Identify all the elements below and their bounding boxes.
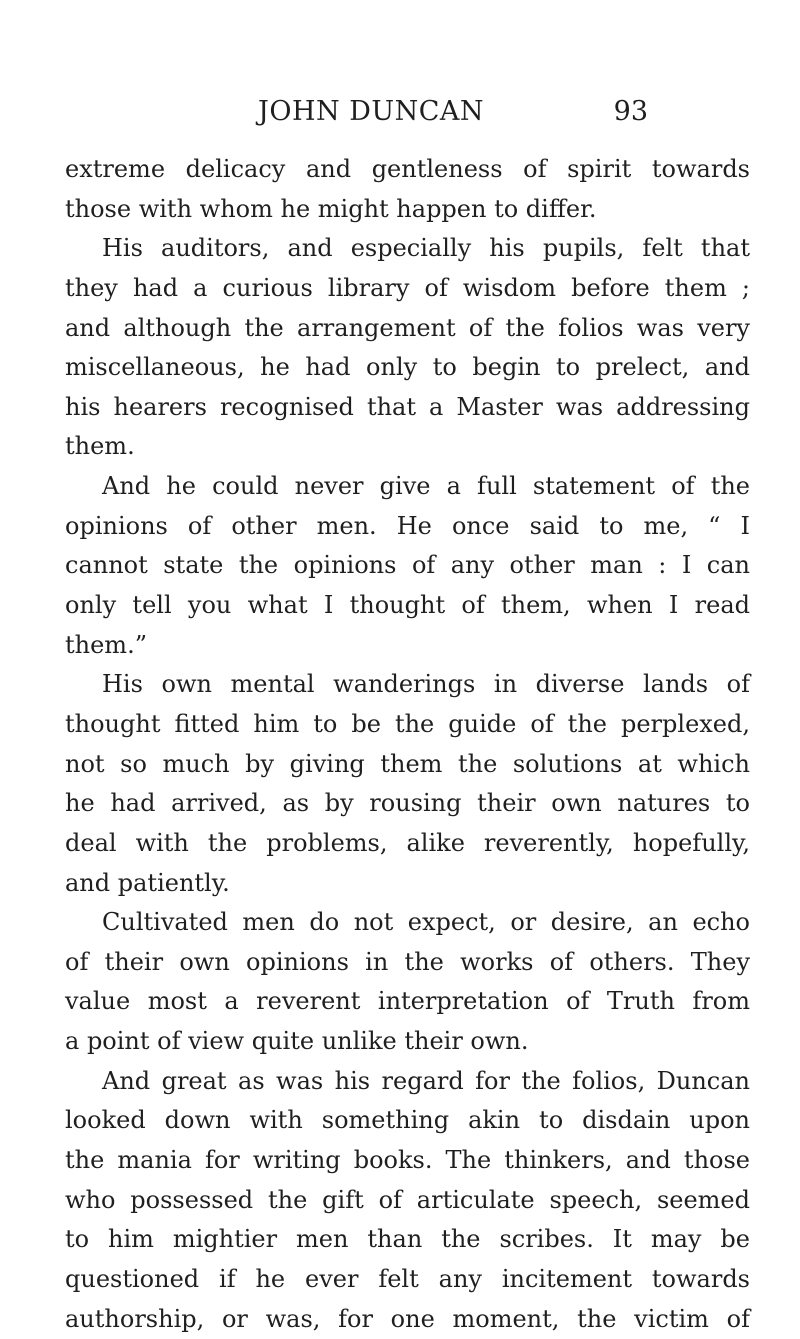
text-line: he had arrived, as by rousing their own natures to [65, 789, 750, 818]
text-line: to him mightier men than the scribes. It may be [65, 1225, 750, 1254]
body-text [65, 150, 750, 1339]
text-line: extreme delicacy and gentleness of spirit towards [65, 155, 750, 183]
text-line: authorship, or was, for one moment, the victim of [65, 1304, 750, 1333]
text-line: And he could never give a full statement of the [102, 472, 750, 501]
text-line: opinions of other men. He once said to me, “ I [65, 511, 750, 540]
text-line: miscellaneous, he had only to begin to prelect, and [65, 353, 750, 382]
text-line: and patiently. [65, 868, 230, 897]
text-line: of their own opinions in the works of others. They [65, 947, 750, 976]
text-line: those with whom he might happen to differ. [65, 194, 597, 223]
text-line: them. [65, 432, 135, 461]
text-line: a point of view quite unlike their own. [65, 1027, 529, 1056]
text-line: them.” [65, 630, 147, 659]
text-line: deal with the problems, alike reverently, hopefully, [65, 828, 750, 857]
text-line: who possessed the gift of articulate speech, seemed [65, 1185, 750, 1214]
running-head-title: JOHN DUNCAN [258, 96, 485, 127]
text-line: Cultivated men do not expect, or desire, an echo [102, 908, 750, 937]
page-number: 93 [613, 96, 648, 127]
text-line: and although the arrangement of the folios was very [65, 313, 750, 342]
text-line: only tell you what I thought of them, when I read [65, 591, 750, 620]
text-line: thought fitted him to be the guide of the perplexed, [65, 709, 750, 738]
text-line: And great as was his regard for the folios, Duncan [102, 1066, 750, 1095]
text-line: they had a curious library of wisdom before them ; [65, 273, 750, 302]
text-line: value most a reverent interpretation of Truth from [65, 987, 750, 1016]
text-line: His own mental wanderings in diverse lands of [102, 670, 750, 699]
text-line: His auditors, and especially his pupils, felt that [102, 234, 750, 263]
running-head [258, 96, 648, 136]
text-line: looked down with something akin to disdain upon [65, 1106, 750, 1135]
text-line: the mania for writing books. The thinkers, and those [65, 1146, 750, 1175]
text-line: his hearers recognised that a Master was addressing [65, 392, 750, 421]
text-line: questioned if he ever felt any incitement towards [65, 1264, 750, 1293]
text-line: not so much by giving them the solutions at which [65, 749, 750, 778]
text-line: cannot state the opinions of any other man : I can [65, 551, 750, 580]
